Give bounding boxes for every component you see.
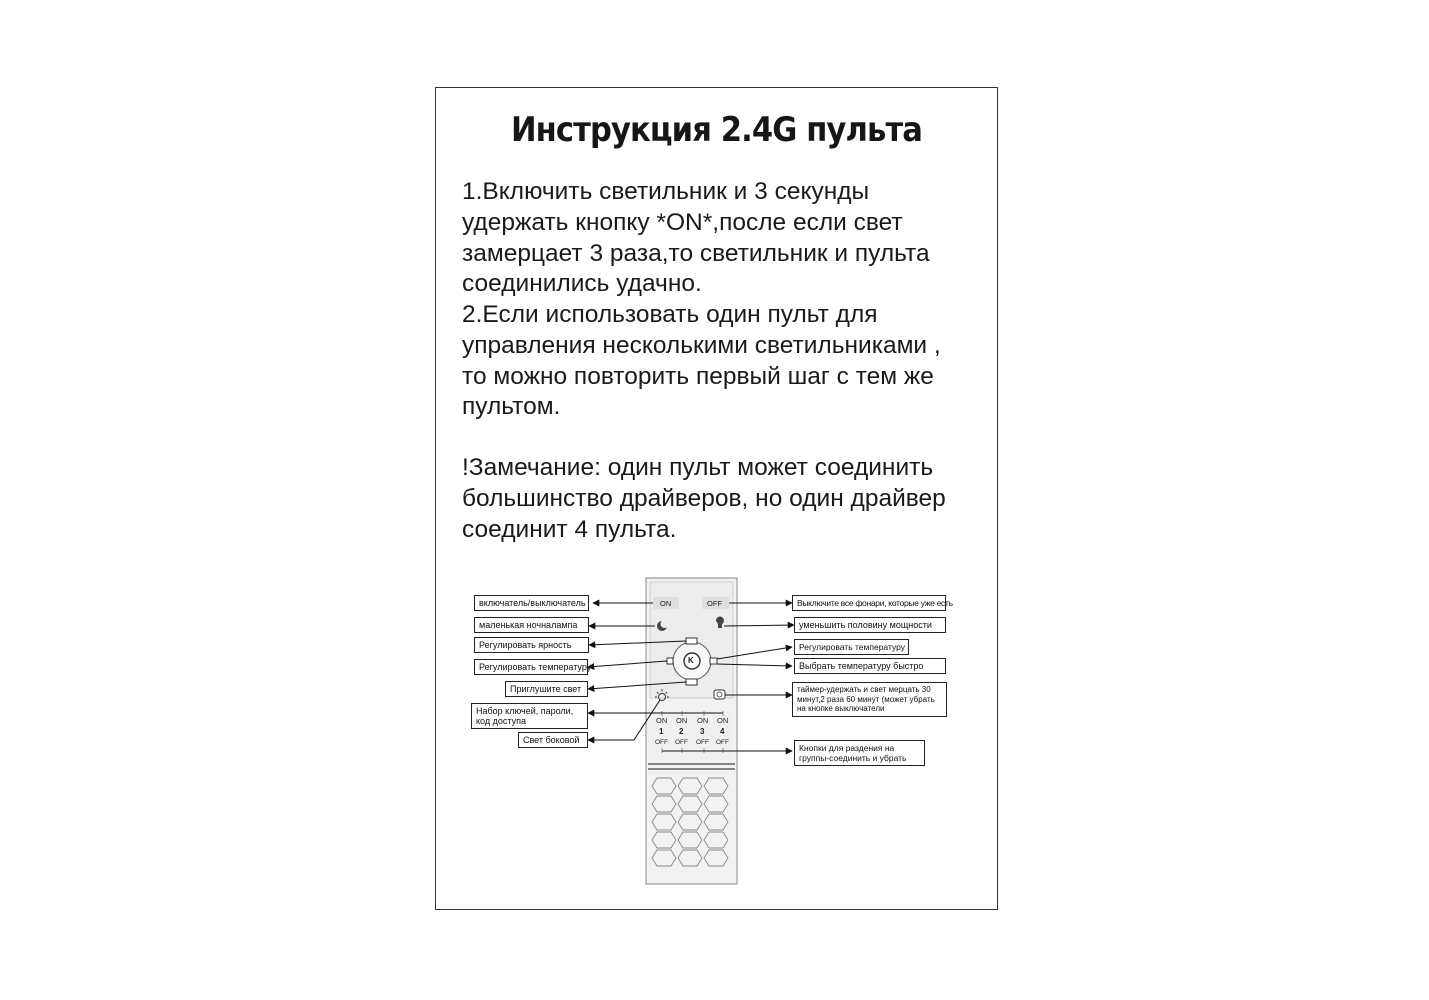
group-1-on[interactable]: ON	[656, 716, 668, 725]
on-button-label[interactable]: ON	[660, 599, 672, 608]
remote-diagram	[436, 88, 999, 911]
step-1-line: соединились удачно.	[462, 270, 702, 298]
callout-on-off: включатель/выключатель	[474, 595, 589, 611]
group-4-on[interactable]: ON	[717, 716, 729, 725]
callout-side-light: Свет боковой	[518, 732, 588, 748]
note-line: соединит 4 пульта.	[462, 515, 677, 543]
group-3-on[interactable]: ON	[697, 716, 709, 725]
temp-left-icon[interactable]	[667, 658, 673, 664]
remote-diagram-graphics	[436, 88, 999, 911]
callout-groups: Кнопки для раздения на группы-соединить и убрать	[794, 740, 925, 766]
callout-temperature-right: Регулировать температуру	[794, 639, 909, 655]
timer-icon[interactable]	[714, 690, 725, 699]
group-1-number: 1	[659, 727, 664, 736]
step-1-line: замерцает 3 раза,то светильник и пульта	[462, 239, 930, 267]
callout-quick-temperature: Выбрать температуру быстро	[794, 658, 946, 674]
group-2-number: 2	[679, 727, 684, 736]
callout-timer: таймер-удержать и свет мерцать 30 минут,2 раза 60 минут (может убрать на кнопке выключатели	[792, 682, 947, 717]
group-4-off[interactable]: OFF	[716, 739, 729, 746]
note-line: !Замечание: один пульт может соединить	[462, 454, 934, 481]
instruction-sheet	[435, 87, 998, 910]
callout-all-off: Выключите все фонари, которые уже есть	[792, 595, 946, 611]
step-2-line: то можно повторить первый шаг с тем же	[462, 362, 934, 390]
callout-night-lamp: маленькая ночналампа	[474, 617, 589, 633]
dim-icon[interactable]	[686, 679, 697, 685]
page-title: Инструкция 2.4G пульта	[510, 110, 923, 150]
step-2-line: пультом.	[462, 393, 561, 421]
group-3-number: 3	[700, 727, 705, 736]
temp-right-icon[interactable]	[710, 658, 717, 664]
step-1-line: 1.Включить светильник и 3 секунды	[462, 178, 870, 205]
callout-dim: Приглушите свет	[505, 681, 588, 697]
brightness-up-icon[interactable]	[686, 638, 697, 644]
group-3-off[interactable]: OFF	[696, 739, 709, 746]
group-2-off[interactable]: OFF	[675, 739, 688, 746]
callout-temperature-left: Регулировать температуру	[474, 659, 588, 675]
group-4-number: 4	[720, 727, 725, 736]
callout-brightness: Регулировать ярность	[474, 637, 589, 653]
note-line: большинство драйверов, но один драйвер	[462, 484, 946, 512]
dial-center-label[interactable]: K	[688, 656, 694, 665]
group-1-off[interactable]: OFF	[655, 739, 668, 746]
callout-half-power: уменьшить половину мощности	[794, 617, 946, 633]
step-2-line: управления несколькими светильниками ,	[462, 331, 941, 359]
step-1-line: удержать кнопку *ON*,после если свет	[462, 208, 903, 236]
step-2-line: 2.Если использовать один пульт для	[462, 301, 878, 328]
group-2-on[interactable]: ON	[676, 716, 688, 725]
off-button-label[interactable]: OFF	[707, 599, 722, 608]
callout-keys-codes: Набор ключей, пароли, код доступа	[471, 703, 588, 729]
